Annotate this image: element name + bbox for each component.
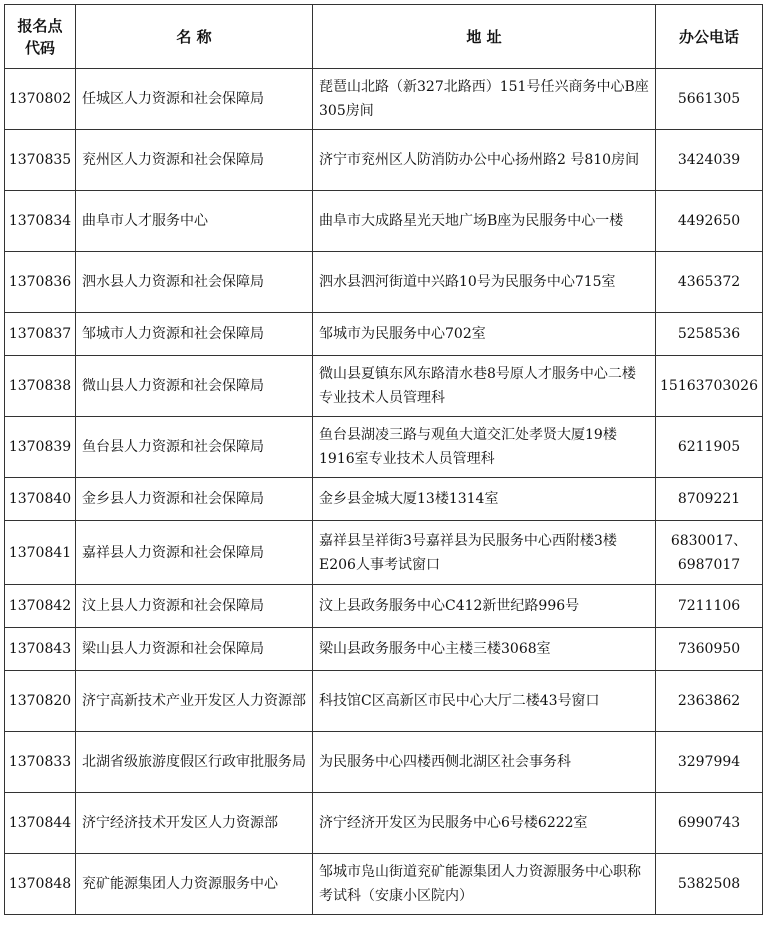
header-name: 名 称 bbox=[76, 5, 313, 69]
table-row bbox=[5, 191, 763, 252]
row-code: 1370838 bbox=[5, 356, 76, 417]
row-code: 1370834 bbox=[5, 191, 76, 252]
table-row bbox=[5, 417, 763, 478]
row-name: 泗水县人力资源和社会保障局 bbox=[76, 252, 313, 313]
row-code: 1370842 bbox=[5, 585, 76, 628]
row-address: 为民服务中心四楼西侧北湖区社会事务科 bbox=[313, 732, 656, 793]
row-phone: 6211905 bbox=[656, 417, 763, 478]
row-name: 邹城市人力资源和社会保障局 bbox=[76, 313, 313, 356]
table-row bbox=[5, 854, 763, 915]
row-phone: 3297994 bbox=[656, 732, 763, 793]
row-name: 嘉祥县人力资源和社会保障局 bbox=[76, 521, 313, 585]
row-address: 济宁经济开发区为民服务中心6号楼6222室 bbox=[313, 793, 656, 854]
row-name: 曲阜市人才服务中心 bbox=[76, 191, 313, 252]
row-phone: 15163703026 bbox=[656, 356, 763, 417]
row-name: 兖矿能源集团人力资源服务中心 bbox=[76, 854, 313, 915]
header-phone: 办公电话 bbox=[656, 5, 763, 69]
row-address: 嘉祥县呈祥街3号嘉祥县为民服务中心西附楼3楼E206人事考试窗口 bbox=[313, 521, 656, 585]
table-row bbox=[5, 521, 763, 585]
header-code: 报名点代码 bbox=[5, 5, 76, 69]
row-name: 兖州区人力资源和社会保障局 bbox=[76, 130, 313, 191]
row-address: 曲阜市大成路星光天地广场B座为民服务中心一楼 bbox=[313, 191, 656, 252]
row-address: 琵琶山北路（新327北路西）151号任兴商务中心B座305房间 bbox=[313, 69, 656, 130]
table-row bbox=[5, 130, 763, 191]
table-row bbox=[5, 732, 763, 793]
row-code: 1370802 bbox=[5, 69, 76, 130]
table-row bbox=[5, 478, 763, 521]
row-code: 1370848 bbox=[5, 854, 76, 915]
row-phone: 5258536 bbox=[656, 313, 763, 356]
table-row bbox=[5, 793, 763, 854]
table-row bbox=[5, 69, 763, 130]
row-code: 1370833 bbox=[5, 732, 76, 793]
row-address: 邹城市为民服务中心702室 bbox=[313, 313, 656, 356]
row-phone: 4365372 bbox=[656, 252, 763, 313]
registration-sites-table bbox=[4, 4, 763, 915]
row-address: 鱼台县湖凌三路与观鱼大道交汇处孝贤大厦19楼1916室专业技术人员管理科 bbox=[313, 417, 656, 478]
row-phone: 6990743 bbox=[656, 793, 763, 854]
row-address: 微山县夏镇东风东路清水巷8号原人才服务中心二楼专业技术人员管理科 bbox=[313, 356, 656, 417]
table-header-row bbox=[5, 5, 763, 69]
table-row bbox=[5, 671, 763, 732]
table-row bbox=[5, 356, 763, 417]
row-name: 金乡县人力资源和社会保障局 bbox=[76, 478, 313, 521]
row-address: 科技馆C区高新区市民中心大厅二楼43号窗口 bbox=[313, 671, 656, 732]
row-address: 济宁市兖州区人防消防办公中心扬州路2 号810房间 bbox=[313, 130, 656, 191]
row-phone: 7360950 bbox=[656, 628, 763, 671]
row-name: 梁山县人力资源和社会保障局 bbox=[76, 628, 313, 671]
row-phone: 8709221 bbox=[656, 478, 763, 521]
table-row bbox=[5, 628, 763, 671]
row-name: 微山县人力资源和社会保障局 bbox=[76, 356, 313, 417]
row-address: 泗水县泗河街道中兴路10号为民服务中心715室 bbox=[313, 252, 656, 313]
row-code: 1370840 bbox=[5, 478, 76, 521]
row-phone: 7211106 bbox=[656, 585, 763, 628]
row-code: 1370836 bbox=[5, 252, 76, 313]
row-phone: 5382508 bbox=[656, 854, 763, 915]
row-code: 1370835 bbox=[5, 130, 76, 191]
table-row bbox=[5, 252, 763, 313]
row-name: 济宁经济技术开发区人力资源部 bbox=[76, 793, 313, 854]
row-code: 1370820 bbox=[5, 671, 76, 732]
row-address: 梁山县政务服务中心主楼三楼3068室 bbox=[313, 628, 656, 671]
row-name: 汶上县人力资源和社会保障局 bbox=[76, 585, 313, 628]
row-name: 济宁高新技术产业开发区人力资源部 bbox=[76, 671, 313, 732]
row-phone: 5661305 bbox=[656, 69, 763, 130]
row-name: 鱼台县人力资源和社会保障局 bbox=[76, 417, 313, 478]
table-row bbox=[5, 585, 763, 628]
row-code: 1370843 bbox=[5, 628, 76, 671]
row-code: 1370837 bbox=[5, 313, 76, 356]
row-name: 北湖省级旅游度假区行政审批服务局 bbox=[76, 732, 313, 793]
row-code: 1370844 bbox=[5, 793, 76, 854]
row-phone: 4492650 bbox=[656, 191, 763, 252]
row-phone: 2363862 bbox=[656, 671, 763, 732]
row-address: 邹城市凫山街道兖矿能源集团人力资源服务中心职称考试科（安康小区院内） bbox=[313, 854, 656, 915]
row-phone: 3424039 bbox=[656, 130, 763, 191]
row-code: 1370839 bbox=[5, 417, 76, 478]
row-phone: 6830017、6987017 bbox=[656, 521, 763, 585]
row-address: 金乡县金城大厦13楼1314室 bbox=[313, 478, 656, 521]
row-name: 任城区人力资源和社会保障局 bbox=[76, 69, 313, 130]
row-code: 1370841 bbox=[5, 521, 76, 585]
row-address: 汶上县政务服务中心C412新世纪路996号 bbox=[313, 585, 656, 628]
header-address: 地 址 bbox=[313, 5, 656, 69]
table-row bbox=[5, 313, 763, 356]
